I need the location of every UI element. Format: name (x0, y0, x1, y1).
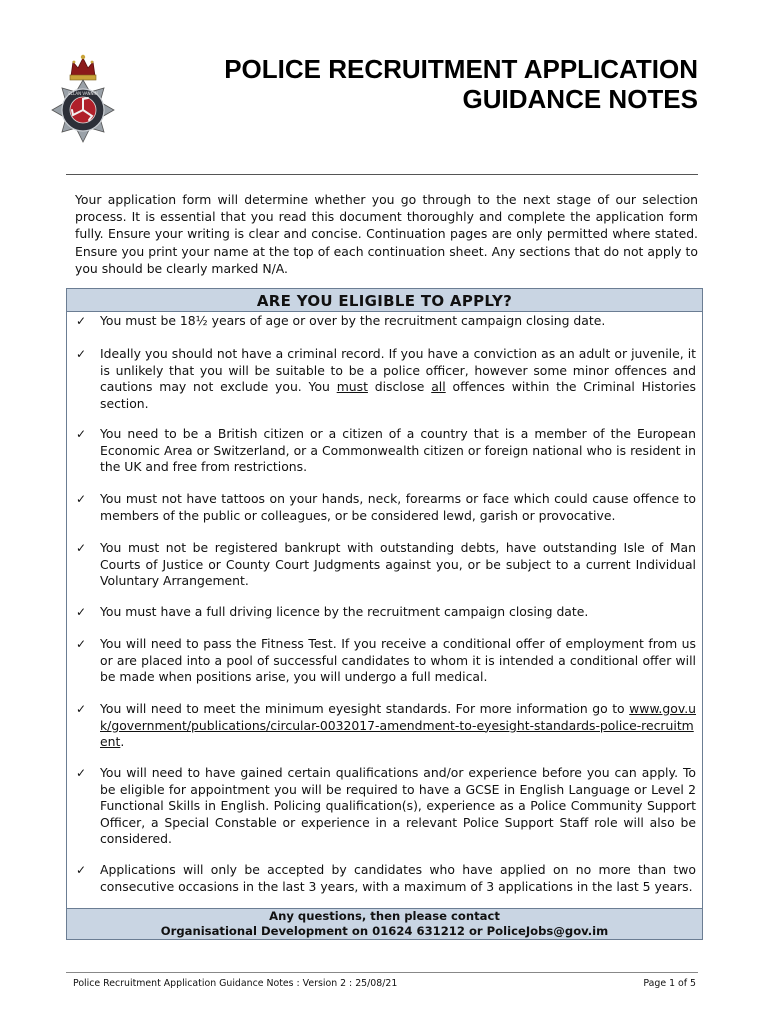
svg-text:ELLAN VANNIN: ELLAN VANNIN (68, 91, 98, 96)
check-icon: ✓ (76, 427, 87, 441)
title-line-2: GUIDANCE NOTES (462, 84, 698, 114)
list-item-text: You will need to have gained certain qualifications and/or experience before you can apply. To be eligible for appointment you will be required to have a GCSE in English Language or Level 2 Functional Skills in English. Policing qualification(s), experience as a Police Community Support Officer, a Special Constable or experience in a relevant Police Support Staff role will also be considered. (100, 765, 696, 847)
footer-divider (66, 972, 698, 973)
check-icon: ✓ (76, 605, 87, 619)
list-item-text: You will need to pass the Fitness Test. If you receive a conditional offer of employment from us or are placed into a pool of successful candidates to whom it is intended a conditional offer will be made when positions arise, you will undergo a full medical. (100, 636, 696, 685)
check-icon: ✓ (76, 347, 87, 361)
eyesight-standards-link[interactable]: www.gov.uk/government/publications/circular-0032017-amendment-to-eyesight-standards-police-recruitment (100, 701, 696, 750)
title-line-1: POLICE RECRUITMENT APPLICATION (224, 54, 698, 84)
police-crest-logo (44, 52, 122, 156)
check-icon: ✓ (76, 637, 87, 651)
eligibility-heading: ARE YOU ELIGIBLE TO APPLY? (67, 289, 702, 312)
check-icon: ✓ (76, 702, 87, 716)
list-item-text: Applications will only be accepted by candidates who have applied on no more than two consecutive occasions in the last 3 years, with a maximum of 3 applications in the last 5 years. (100, 862, 696, 894)
crown-icon (70, 55, 96, 80)
list-item-text: You must be 18½ years of age or over by the recruitment campaign closing date. (100, 313, 606, 328)
list-item-text: You must not have tattoos on your hands, neck, forearms or face which could cause offence to members of the public or colleagues, or be considered lewd, garish or provocative. (100, 491, 696, 523)
list-item-text: You must not be registered bankrupt with outstanding debts, have outstanding Isle of Man Courts of Justice or County Court Judgments against you, or be subject to a current Individual Voluntary Arrangement. (100, 540, 696, 589)
page-number: Page 1 of 5 (643, 978, 696, 989)
check-icon: ✓ (76, 863, 87, 877)
check-icon: ✓ (76, 541, 87, 555)
contact-line-1: Any questions, then please contact (269, 909, 500, 923)
header-divider (66, 174, 698, 175)
document-info: Police Recruitment Application Guidance Notes : Version 2 : 25/08/21 (73, 978, 398, 989)
check-icon: ✓ (76, 766, 87, 780)
check-icon: ✓ (76, 314, 87, 328)
eligibility-box (66, 288, 703, 940)
contact-footer (67, 908, 702, 939)
contact-line-2: Organisational Development on 01624 631212 or PoliceJobs@gov.im (160, 924, 609, 938)
list-item-text: You need to be a British citizen or a citizen of a country that is a member of the European Economic Area or Switzerland, or a Commonwealth citizen or foreign national who is resident in the UK and free from restrictions. (100, 426, 696, 475)
page-title (224, 54, 698, 114)
intro-paragraph: Your application form will determine whether you go through to the next stage of our selection process. It is essential that you read this document thoroughly and complete the application form fully. Ensure your writing is clear and concise. Continuation pages are only permitted where stated. Ensure you print your name at the top of each continuation sheet. Any sections that do not apply to you should be clearly marked N/A. (75, 192, 698, 276)
list-item-text: Ideally you should not have a criminal record. If you have a conviction as an adult or juvenile, it is unlikely that you will be suitable to be a police officer, however some minor offences and cautions may not exclude you. You must disclose all offences within the Criminal Histories section. (100, 346, 696, 411)
list-item-text: You must have a full driving licence by the recruitment campaign closing date. (100, 604, 589, 619)
list-item-text: You will need to meet the minimum eyesight standards. For more information go to www.gov.uk/government/publications/circular-0032017-amendment-to-eyesight-standards-police-recruitment. (100, 701, 696, 750)
check-icon: ✓ (76, 492, 87, 506)
